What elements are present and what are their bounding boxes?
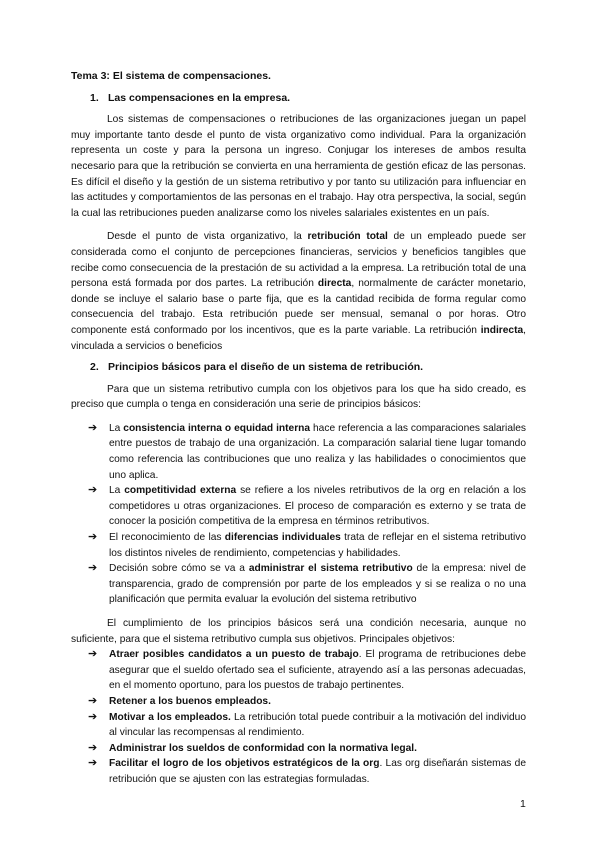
text-run: hace referencia a las comparaciones salariales entre puestos de trabajo de una organización. La comparación salarial tiene lugar tomando como referencia las contribuciones que uno realiza y las habilidades o conocimientos que uno aplica. xyxy=(109,422,527,481)
section-1-number: 1. xyxy=(90,91,99,104)
text-run: Desde el punto de vista organizativo, la xyxy=(107,231,308,243)
list-item xyxy=(71,483,526,530)
objectives-list xyxy=(71,647,526,787)
right-arrow-icon: ➔ xyxy=(88,741,98,754)
section-1-title: Las compensaciones en la empresa. xyxy=(108,91,291,104)
right-arrow-icon: ➔ xyxy=(88,421,98,434)
list-item xyxy=(71,710,526,741)
right-arrow-icon: ➔ xyxy=(88,648,98,661)
section-2-title: Principios básicos para el diseño de un sistema de retribución. xyxy=(108,361,424,374)
text-run: El reconocimiento de las xyxy=(109,532,225,544)
text-run: La xyxy=(109,422,124,434)
bold-term-retribucion-total: retribución total xyxy=(307,231,388,243)
list-item xyxy=(71,530,526,561)
text-run: , normalmente de carácter monetario, donde se incluye el salario base o parte fija, que es la cantidad recibida de forma regular como consecuencia del trabajo. Esta retribución puede ser mensual, semanal o por horas. Otro componente está conformado por los incentivos, que es la parte variable. La retribución xyxy=(71,278,527,336)
text-run: . El programa de retribuciones debe asegurar que el sueldo ofertado sea el suficiente, atrayendo así a las personas adecuadas, en el momento oportuno, para los puestos de trabajo pertinentes. xyxy=(109,649,526,692)
bold-term: diferencias individuales xyxy=(224,532,341,544)
bold-term: competitividad externa xyxy=(124,485,237,497)
right-arrow-icon: ➔ xyxy=(88,531,98,544)
bold-term: Motivar a los empleados. xyxy=(109,711,231,723)
text-run: , vinculada a servicios o beneficios xyxy=(71,324,526,352)
right-arrow-icon: ➔ xyxy=(88,710,98,723)
section-1-paragraph-1: Los sistemas de compensaciones o retribuciones de las organizaciones juegan un papel muy importante tanto desde el punto de vista organizativo como individual. Para la organización representa un coste y para la persona un ingreso. Conjugar los intereses de ambos resulta necesario para que la retribución se convierta en una herramienta de gestión eficaz de las personas. Es difícil el diseño y la gestión de un sistema retributivo y por tanto su utilización para influenciar en las actitudes y comportamientos de las personas en el trabajo. Hay otra perspectiva, la social, según la cual las retribuciones pueden analizarse como los niveles salariales existentes en un país. xyxy=(71,114,526,219)
bold-term-directa: directa xyxy=(317,278,352,290)
text-run: Decisión sobre cómo se va a xyxy=(109,563,249,575)
right-arrow-icon: ➔ xyxy=(88,757,98,770)
list-item xyxy=(71,561,526,608)
list-item xyxy=(71,647,526,694)
list-item xyxy=(71,421,526,483)
right-arrow-icon: ➔ xyxy=(88,694,98,707)
page-content xyxy=(71,69,526,788)
bold-term: consistencia interna o equidad interna xyxy=(123,422,311,434)
text-run: de la empresa: nivel de transparencia, grado de comprensión por parte de los empleados y si se realiza o no una planificación que permita evaluar la evolución del sistema retributivo xyxy=(109,563,527,606)
text-run: trata de reflejar en el sistema retributivo los distintos niveles de rendimiento, competencias y habilidades. xyxy=(109,532,527,559)
objectives-intro: El cumplimiento de los principios básicos será una condición necesaria, aunque no suficiente, para que el sistema retributivo cumpla sus objetivos. Principales objetivos: xyxy=(71,618,526,645)
section-2-intro: Para que un sistema retributivo cumpla con los objetivos para los que ha sido creado, es preciso que cumpla o tenga en consideración una serie de principios básicos: xyxy=(71,383,526,411)
bold-term: Administrar los sueldos de conformidad con la normativa legal. xyxy=(109,742,417,754)
text-run: de un empleado puede ser considerada como el conjunto de percepciones financieras, servicios y beneficios tangibles que recibe como consecuencia de la prestación de su actividad a la empresa. La retribución total de una persona está formada por dos partes. La retribución xyxy=(71,231,527,290)
text-run: se refiere a los niveles retributivos de la org en relación a los competidores u otras organizaciones. El proceso de comparación es externo y se trata de conocer la posición competitiva de la empresa en términos retributivos. xyxy=(109,485,526,528)
list-item xyxy=(71,741,526,757)
section-2-number: 2. xyxy=(90,361,99,374)
right-arrow-icon: ➔ xyxy=(88,562,98,575)
document-title: Tema 3: El sistema de compensaciones. xyxy=(71,70,271,82)
bold-term: Atraer posibles candidatos a un puesto de trabajo xyxy=(109,649,359,661)
bold-term-indirecta: indirecta xyxy=(480,324,524,336)
bold-term: Retener a los buenos empleados. xyxy=(109,695,271,707)
bold-term: Facilitar el logro de los objetivos estratégicos de la org xyxy=(109,758,380,770)
text-run: La retribución total puede contribuir a la motivación del individuo al vincular las recompensas al rendimiento. xyxy=(109,711,527,739)
list-item xyxy=(71,756,526,787)
right-arrow-icon: ➔ xyxy=(88,484,98,497)
bold-term: administrar el sistema retributivo xyxy=(248,563,413,575)
section-2-heading xyxy=(90,360,526,376)
text-run: La xyxy=(109,485,125,497)
page-number: 1 xyxy=(520,798,526,810)
text-run: . Las org diseñarán sistemas de retribución que se ajusten con las estrategias formuladas. xyxy=(109,758,526,785)
section-1-heading xyxy=(90,91,526,107)
principles-list xyxy=(71,421,526,608)
list-item xyxy=(71,694,526,710)
section-1-paragraph-2 xyxy=(71,229,526,354)
